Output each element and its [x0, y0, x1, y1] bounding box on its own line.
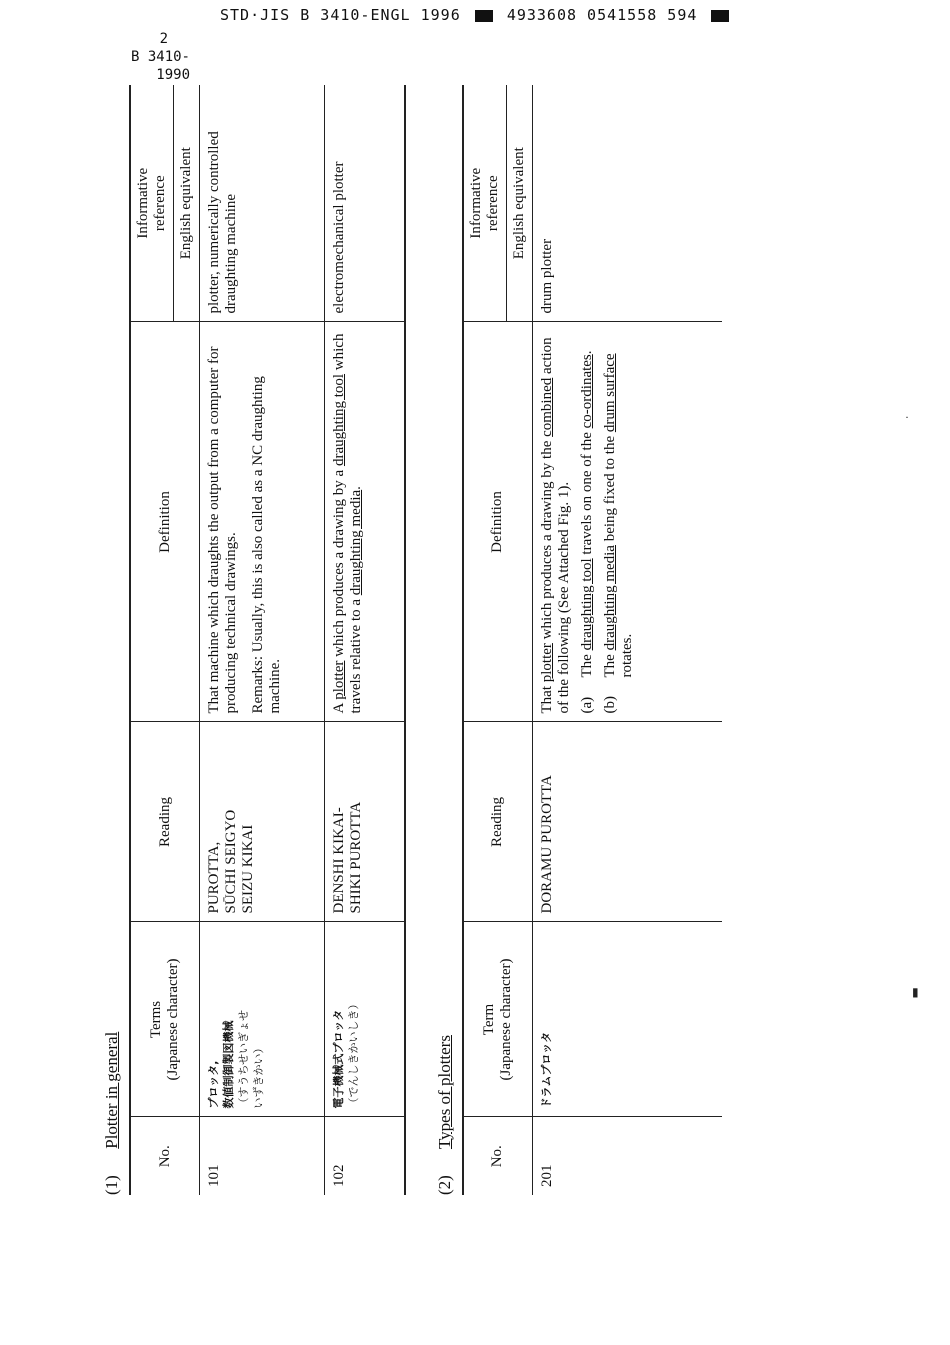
row-no: 201	[538, 1164, 555, 1187]
item-a-pre: The	[578, 654, 595, 678]
section-title-text: Types of plotters	[434, 1035, 454, 1150]
item-b-label: (b)	[601, 696, 618, 714]
item-a-term: draughting tool	[578, 558, 595, 651]
col-header-definition: Definition	[463, 322, 533, 722]
remarks-label: Remarks:	[250, 656, 266, 714]
row-no: 102	[325, 1117, 405, 1195]
item-a-label: (a)	[578, 696, 595, 714]
def-term-plotter: plotter	[331, 660, 347, 700]
barcode-number: 4933608 0541558 594	[506, 6, 698, 24]
col-header-informative-line1: Informative	[467, 167, 484, 239]
def-prefix: A	[331, 703, 347, 714]
col-header-informative-line2: reference	[152, 175, 168, 232]
reading-line1: PUROTTA,	[206, 841, 222, 914]
section-title	[95, 85, 129, 1195]
section-title-text: Plotter in general	[102, 1031, 121, 1149]
col-header-informative	[463, 85, 507, 322]
row-english: plotter, numerically controlled draughting machine	[200, 85, 325, 322]
term-reading-line1: （すうちせいぎょせ	[237, 1009, 250, 1109]
row-reading: DORAMU PUROTTA	[532, 722, 722, 922]
section-types-of-plotters	[428, 85, 723, 1195]
reading-line1: DENSHI KIKAI-	[331, 807, 347, 914]
col-header-definition: Definition	[130, 322, 200, 722]
col-header-terms-line1: Terms	[148, 1000, 164, 1039]
col-header-informative-line2: reference	[484, 175, 501, 232]
scan-speck-mark: ▮	[912, 985, 919, 999]
def-part3: (See Attached Fig. 1).	[555, 481, 572, 614]
rotated-page-content	[95, 85, 795, 1195]
def-mid: which produces a drawing by a	[331, 469, 347, 657]
col-header-term	[463, 922, 533, 1117]
terms-table-types	[462, 85, 723, 1195]
page-header	[110, 30, 190, 84]
col-header-informative	[130, 85, 174, 322]
col-header-reading: Reading	[130, 722, 200, 922]
standard-code: STD·JIS B 3410-ENGL 1996	[220, 6, 461, 24]
def-mid2: which travels relative to a	[331, 333, 364, 714]
scan-speck-mark: ·	[905, 410, 909, 424]
row-reading	[325, 722, 405, 922]
def-term-combined: combined	[538, 377, 555, 437]
document-code: B 3410-1990	[130, 49, 190, 83]
item-a-end: .	[578, 350, 595, 355]
row-term	[325, 922, 405, 1117]
col-header-terms-line2: (Japanese character)	[165, 958, 181, 1081]
row-definition	[532, 322, 722, 722]
row-english: drum plotter	[532, 85, 722, 322]
def-term-draughting-tool: draughting tool	[331, 373, 347, 467]
section-title	[428, 85, 462, 1195]
term-reading-line2: いずきかい）	[252, 1042, 265, 1109]
term-kana: プロッタ,	[207, 1060, 220, 1109]
definition-item-a	[579, 331, 596, 714]
row-term	[532, 922, 722, 1117]
row-english: electromechanical plotter	[325, 85, 405, 322]
def-that: That	[538, 686, 555, 714]
section-plotter-in-general	[95, 85, 406, 1195]
term-kana: ドラムプロッタ	[539, 1031, 553, 1109]
term-reading: （でんしきかいしき）	[347, 998, 360, 1109]
col-header-english: English equivalent	[174, 85, 200, 322]
item-a-term2: co-ordinates	[578, 354, 595, 429]
definition-lead	[539, 331, 573, 714]
def-term-plotter: plotter	[538, 643, 555, 683]
definition-item-b	[602, 331, 636, 714]
table-row	[325, 85, 405, 1195]
item-b-end: rotates.	[618, 633, 635, 678]
reading-line3: SEIZU KIKAI	[240, 824, 256, 914]
col-header-term-line1: Term	[480, 1003, 497, 1036]
item-a-post: travels on one of the	[578, 432, 595, 555]
section-number: (1)	[102, 1175, 121, 1195]
remarks-text: Usually, this is also called as a NC draughting machine.	[250, 376, 283, 714]
terms-table-general	[129, 85, 406, 1195]
col-header-english: English equivalent	[506, 85, 532, 322]
term-kanji: 数値制御製図機械	[222, 1020, 235, 1109]
definition-text: That machine which draughts the output from a computer for producing technical drawings.	[206, 346, 239, 714]
col-header-no: No.	[463, 1117, 533, 1195]
row-reading	[200, 722, 325, 922]
col-header-no: No.	[130, 1117, 200, 1195]
def-part2: action of the following	[538, 337, 572, 714]
row-definition	[200, 322, 325, 722]
barcode-end-icon	[711, 10, 729, 22]
term-kanji: 電子機械式プロッタ	[332, 1009, 345, 1109]
section-number: (2)	[434, 1175, 454, 1195]
col-header-informative-line1: Informative	[135, 167, 151, 239]
standard-code-line	[220, 6, 733, 24]
reading-line2: SŪCHI SEIGYO	[223, 809, 239, 914]
def-part1: which produces a drawing by the	[538, 440, 555, 640]
col-header-reading: Reading	[463, 722, 533, 922]
def-term-draughting-media: draughting media	[348, 489, 364, 596]
barcode-block-icon	[475, 10, 493, 22]
item-b-pre: The	[601, 654, 618, 678]
table-row	[532, 85, 722, 1195]
page-number: 2	[159, 31, 168, 47]
col-header-terms	[130, 922, 200, 1117]
col-header-term-line2: (Japanese character)	[497, 958, 514, 1081]
item-b-post: being fixed to the	[601, 435, 618, 542]
def-end: .	[348, 486, 364, 490]
row-definition	[325, 322, 405, 722]
row-no: 101	[206, 1164, 222, 1187]
row-term	[200, 922, 325, 1117]
remarks	[250, 331, 284, 714]
table-row	[200, 85, 325, 1195]
item-b-term2: drum surface	[601, 353, 618, 433]
reading-line2: SHIKI PUROTTA	[348, 801, 364, 914]
item-b-term: draughting media	[601, 545, 618, 651]
